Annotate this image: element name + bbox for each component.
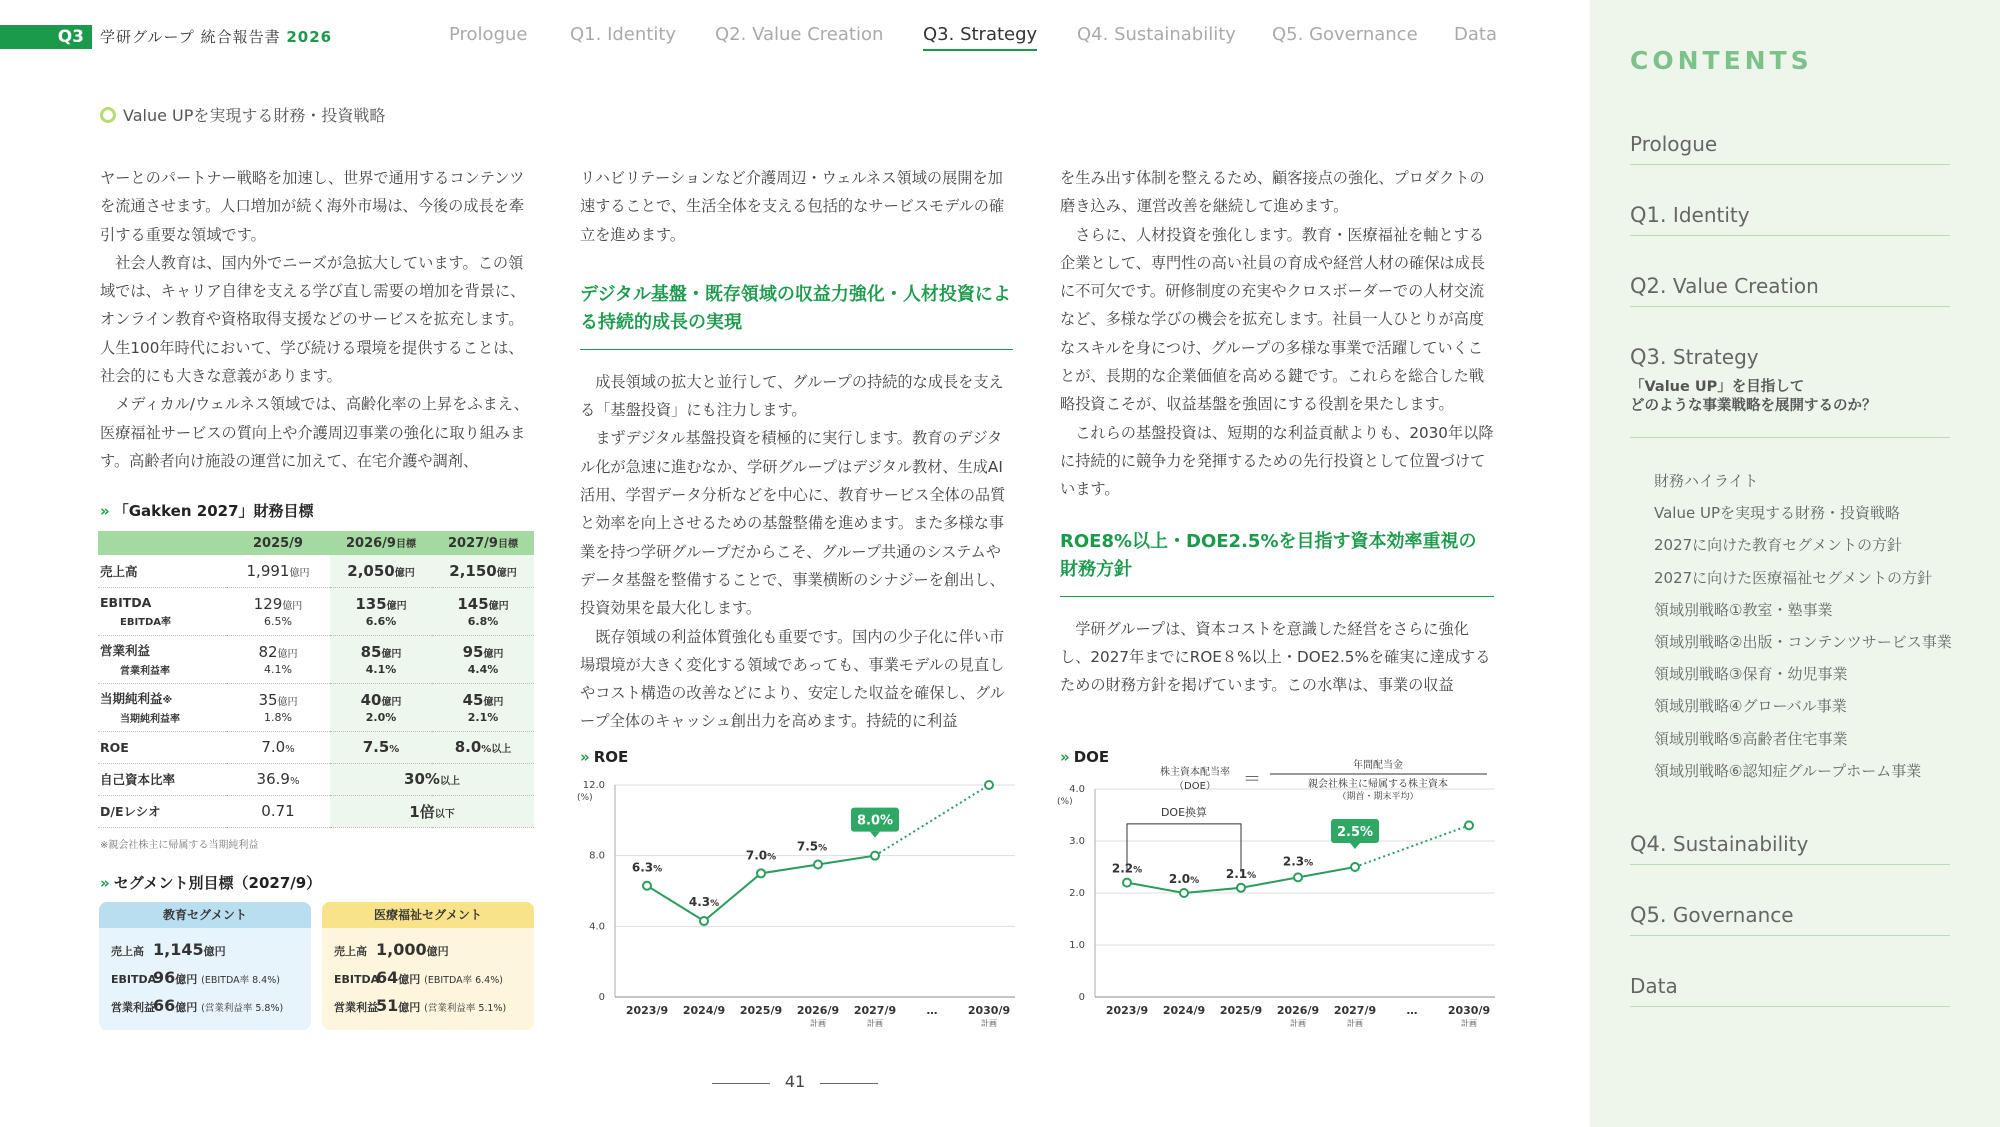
row-label: 営業利益 営業利益率 — [98, 635, 226, 683]
table-row — [98, 731, 534, 763]
formula-equals: ＝ — [1243, 769, 1261, 790]
sidebar-item-data[interactable]: Data — [1630, 974, 1950, 1007]
table-row — [98, 587, 534, 635]
cell: 7.5% — [330, 731, 432, 763]
x-tick-label: 2023/9 — [1105, 1004, 1149, 1017]
data-label: 7.0% — [745, 848, 777, 863]
nav-q1[interactable]: Q1. Identity — [570, 24, 677, 45]
table-row — [98, 795, 534, 827]
y-tick-label: 12.0 — [582, 780, 605, 791]
financial-targets-table — [98, 531, 534, 828]
y-tick-label: 4.0 — [589, 921, 605, 933]
y-tick-label: 4.0 — [1069, 784, 1085, 795]
cell: 30%以上 — [330, 763, 534, 795]
sidebar-subitem[interactable]: 財務ハイライト — [1654, 472, 1759, 490]
cell: 2,150億円 — [432, 555, 534, 587]
page-number: 41 — [712, 1072, 878, 1091]
x-tick-label: 2024/9 — [682, 1004, 726, 1017]
sidebar-q3-items — [1654, 470, 1952, 792]
x-tick-label: 2026/9 — [796, 1004, 840, 1017]
subheading: ROE8%以上・DOE2.5%を目指す資本効率重視の財務方針 — [1060, 518, 1494, 597]
segment-card-medical — [322, 902, 534, 1030]
data-label: 2.0% — [1168, 872, 1200, 886]
cell: 45億円 2.1% — [432, 683, 534, 731]
x-tick-note: 計画 — [1461, 1019, 1477, 1028]
sidebar-item-q4[interactable]: Q4. Sustainability — [1630, 832, 1950, 865]
table-header-row — [98, 531, 534, 555]
x-tick-label: 2027/9 — [1333, 1004, 1377, 1017]
data-label: 2.1% — [1225, 866, 1257, 881]
text-column-1 — [100, 164, 534, 475]
paragraph: まずデジタル基盤投資を積極的に実行します。教育のデジタル化が急速に進むなか、学研グループはデジタル教材、生成AI活用、学習データ分析などを中心に、教育サービス全体の品質と効率を向上させるための基盤整備を進めます。また多様な事業を持つ学研グループだからこそ、グループ共通のシステムやデータ基盤を整備することで、事業横断のシナジーを創出し、投資効果を最大化します。 — [580, 429, 1006, 618]
row-label: EBITDA EBITDA率 — [98, 587, 226, 635]
highlight-callout-pointer — [1350, 843, 1360, 849]
highlight-callout-label: 8.0% — [856, 813, 894, 829]
x-tick-label: 2030/9 — [1447, 1004, 1491, 1017]
ring-icon — [100, 107, 116, 123]
cell: 35億円 1.8% — [226, 683, 330, 731]
data-point — [1294, 873, 1302, 881]
x-tick-note: 計画 — [981, 1019, 997, 1028]
cell: 129億円 6.5% — [226, 587, 330, 635]
cell: 82億円 4.1% — [226, 635, 330, 683]
paragraph: 社会人教育は、国内外でニーズが急拡大しています。この領域では、キャリア自律を支える学び直し需要の増加を背景に、オンライン教育や資格取得支援などのサービスを拡充します。人生100年時代において、学び続ける環境を提供することは、社会的にも大きな意義があります。 — [100, 253, 526, 386]
doe-bracket — [1127, 824, 1241, 872]
col-head-2025: 2025/9 — [226, 531, 330, 555]
sidebar-subitem[interactable]: 領域別戦略②出版・コンテンツサービス事業 — [1654, 632, 1952, 651]
segment-row: EBITDA64億円 (EBITDA率 6.4%) — [334, 968, 503, 987]
roe-chart-title: » ROE — [580, 748, 629, 766]
sidebar-subitem[interactable]: Value UPを実現する財務・投資戦略 — [1654, 504, 1900, 523]
col-head-2026: 2026/9目標 — [330, 531, 432, 555]
row-label: 自己資本比率 — [98, 763, 226, 795]
segment-card-education — [99, 902, 311, 1030]
data-label: 6.3% — [631, 860, 663, 875]
row-label: 当期純利益※ 当期純利益率 — [98, 683, 226, 731]
doe-chart — [1055, 755, 1500, 1040]
section-badge: Q3 — [0, 25, 92, 49]
data-label: 7.5% — [796, 839, 828, 854]
nav-q3[interactable]: Q3. Strategy — [923, 24, 1037, 51]
page-header — [0, 0, 1590, 72]
x-tick-label: … — [1406, 1004, 1418, 1017]
x-tick-label: 2026/9 — [1276, 1004, 1320, 1017]
paragraph: リハビリテーションなど介護周辺・ウェルネス領域の展開を加速することで、生活全体を支える包括的なサービスモデルの確立を進めます。 — [580, 169, 1005, 244]
x-tick-note: 計画 — [810, 1019, 826, 1028]
x-tick-label: 2030/9 — [967, 1004, 1011, 1017]
nav-q2[interactable]: Q2. Value Creation — [715, 24, 884, 45]
data-point — [700, 917, 708, 925]
text-column-2 — [580, 164, 1013, 736]
x-tick-note: 計画 — [867, 1019, 883, 1028]
sidebar-q3-subtitle: 「Value UP」を目指して どのような事業戦略を展開するのか？ — [1630, 379, 1877, 414]
cell: 95億円 4.4% — [432, 635, 534, 683]
formula-lhs: 株主資本配当率 — [1160, 767, 1230, 778]
y-axis-unit: (%) — [577, 793, 593, 803]
table-row — [98, 763, 534, 795]
data-point — [643, 882, 651, 890]
y-tick-label: 8.0 — [589, 850, 605, 862]
subheading: デジタル基盤・既存領域の収益力強化・人材投資による持続的成長の実現 — [580, 271, 1013, 350]
row-label: D/Eレシオ — [98, 795, 226, 827]
contents-sidebar — [1590, 0, 2000, 1127]
cell: 7.0% — [226, 731, 330, 763]
row-label: ROE — [98, 731, 226, 763]
top-nav — [0, 24, 1590, 54]
table-row — [98, 683, 534, 731]
highlight-callout-label: 2.5% — [1336, 825, 1374, 840]
cell: 0.71 — [226, 795, 330, 827]
paragraph: 既存領域の利益体質強化も重要です。国内の少子化に伴い市場環境が大きく変化する領域であっても、事業モデルの見直しやコスト構造の改善などにより、安定した収益を確保し、グループ全体のキャッシュ創出力を高めます。持続的に利益 — [580, 627, 1005, 731]
segment-row: 営業利益51億円 (営業利益率 5.1%) — [334, 996, 507, 1015]
paragraph: 学研グループは、資本コストを意識した経営をさらに強化し、2027年までにROE８%以上・DOE2.5%を確実に達成するための財務方針を掲げています。この水準は、事業の収益 — [1060, 619, 1491, 695]
formula-numerator: 年間配当金 — [1353, 760, 1403, 771]
chevron-right-icon: » — [100, 874, 110, 892]
segment-row: 営業利益66億円 (営業利益率 5.8%) — [111, 996, 284, 1015]
x-tick-note: 計画 — [1347, 1019, 1363, 1028]
x-tick-note: 計画 — [1290, 1019, 1306, 1028]
formula-lhs-sub: （DOE） — [1174, 781, 1216, 792]
cell: 2,050億円 — [330, 555, 432, 587]
data-label: 2.3% — [1282, 854, 1314, 869]
report-year: 2026 — [286, 28, 333, 46]
paragraph: を生み出す体制を整えるため、顧客接点の強化、プロダクトの磨き込み、運営改善を継続して進めます。 — [1060, 169, 1485, 216]
report-title: 学研グループ 統合報告書 2026 — [100, 28, 333, 46]
cell: 135億円 6.6% — [330, 587, 432, 635]
data-label: 4.3% — [688, 895, 720, 910]
chevron-right-icon: » — [1060, 748, 1070, 766]
row-label: 売上高 — [98, 555, 226, 587]
segment-row: 売上高 1,000億円 — [334, 940, 449, 959]
formula-denominator-sub: （期首・期末平均） — [1337, 792, 1419, 802]
table-row — [98, 555, 534, 587]
series-line — [647, 856, 875, 921]
data-point — [1237, 884, 1245, 892]
chevron-right-icon: » — [580, 748, 590, 766]
y-tick-label: 1.0 — [1069, 940, 1085, 951]
col-head-2027: 2027/9目標 — [432, 531, 534, 555]
x-tick-label: 2024/9 — [1162, 1004, 1206, 1017]
x-tick-label: 2027/9 — [853, 1004, 897, 1017]
paragraph: さらに、人材投資を強化します。教育・医療福祉を軸とする企業として、専門性の高い社員の育成や経営人材の確保は成長に不可欠です。研修制度の充実やクロスボーダーでの人材交流など、多様な学びの機会を拡充します。社員一人ひとりが高度なスキルを身につけ、グループの多様な事業で活躍していくことが、長期的な企業価値を高める鍵です。これらを総合した戦略投資こそが、収益基盤を強固にする役割を果たします。 — [1060, 225, 1485, 414]
section-heading: Value UPを実現する財務・投資戦略 — [100, 103, 385, 126]
data-point — [985, 781, 993, 789]
cell: 1,991億円 — [226, 555, 330, 587]
cell: 145億円 6.8% — [432, 587, 534, 635]
y-tick-label: 0 — [598, 992, 605, 1003]
nav-q5[interactable]: Q5. Governance — [1272, 24, 1418, 45]
sidebar-item-prologue[interactable]: Prologue — [1630, 132, 1950, 165]
table-header-blank — [98, 531, 226, 555]
y-tick-label: 2.0 — [1069, 888, 1085, 899]
sidebar-subitem[interactable]: 領域別戦略⑥認知症グループホーム事業 — [1654, 761, 1922, 780]
sidebar-subitem[interactable]: 領域別戦略⑤高齢者住宅事業 — [1654, 729, 1848, 748]
chevron-right-icon: » — [100, 502, 110, 520]
data-point — [1123, 879, 1131, 887]
data-point — [1351, 863, 1359, 871]
x-tick-label: 2025/9 — [739, 1004, 783, 1017]
nav-q4[interactable]: Q4. Sustainability — [1077, 24, 1236, 45]
data-point — [871, 852, 879, 860]
segment-row: 売上高 1,145億円 — [111, 940, 226, 959]
table-note: ※親会社株主に帰属する当期純利益 — [100, 840, 259, 851]
x-tick-label: 2025/9 — [1219, 1004, 1263, 1017]
cell: 36.9% — [226, 763, 330, 795]
bracket-label: DOE換算 — [1160, 805, 1208, 819]
contents-heading: CONTENTS — [1630, 46, 1813, 75]
sidebar-item-q5[interactable]: Q5. Governance — [1630, 903, 1950, 936]
data-label: 2.2% — [1111, 861, 1143, 876]
paragraph: 成長領域の拡大と並行して、グループの持続的な成長を支える「基盤投資」にも注力します。 — [580, 372, 1004, 420]
sidebar-item-q2[interactable]: Q2. Value Creation — [1630, 274, 1950, 307]
paragraph: これらの基盤投資は、短期的な利益貢献よりも、2030年以降に持続的に競争力を発揮するための先行投資として位置づけています。 — [1060, 423, 1494, 499]
formula-denominator: 親会社株主に帰属する株主資本 — [1308, 779, 1448, 790]
segment-row: EBITDA96億円 (EBITDA率 8.4%) — [111, 968, 280, 987]
nav-prologue[interactable]: Prologue — [449, 24, 528, 45]
sidebar-item-q1[interactable]: Q1. Identity — [1630, 203, 1950, 236]
sidebar-subitem[interactable]: 領域別戦略①教室・塾事業 — [1654, 600, 1833, 619]
sidebar-subitem[interactable]: 2027に向けた医療福祉セグメントの方針 — [1654, 568, 1933, 587]
text-column-3 — [1060, 164, 1494, 699]
sidebar-subitem[interactable]: 2027に向けた教育セグメントの方針 — [1654, 536, 1903, 555]
table-row — [98, 635, 534, 683]
segment-title: » セグメント別目標（2027/9） — [100, 874, 322, 892]
x-tick-label: … — [926, 1004, 938, 1017]
sidebar-item-q3[interactable]: Q3. Strategy — [1630, 345, 1950, 438]
paragraph: メディカル/ウェルネス領域では、高齢化率の上昇をふまえ、医療福祉サービスの質向上や介護周辺事業の強化に取り組みます。高齢者向け施設の運営に加えて、在宅介護や調剤、 — [100, 395, 529, 470]
cell: 8.0%以上 — [432, 731, 534, 763]
x-tick-label: 2023/9 — [625, 1004, 669, 1017]
cell: 1倍以下 — [330, 795, 534, 827]
roe-chart — [575, 770, 1020, 1040]
doe-chart-title: » DOE — [1060, 748, 1110, 766]
y-tick-label: 3.0 — [1069, 836, 1085, 847]
nav-data[interactable]: Data — [1454, 24, 1497, 45]
sidebar-subitem[interactable]: 領域別戦略④グローバル事業 — [1654, 697, 1847, 716]
highlight-callout-pointer — [870, 832, 880, 838]
data-point — [1180, 889, 1188, 897]
cell: 85億円 4.1% — [330, 635, 432, 683]
data-point — [1465, 821, 1473, 829]
y-tick-label: 0 — [1078, 992, 1085, 1003]
cell: 40億円 2.0% — [330, 683, 432, 731]
paragraph: ヤーとのパートナー戦略を加速し、世界で通用するコンテンツを流通させます。人口増加が続く海外市場は、今後の成長を牽引する重要な領域です。 — [100, 169, 525, 244]
data-point — [814, 861, 822, 869]
y-axis-unit: (%) — [1057, 797, 1073, 807]
sidebar-subitem[interactable]: 領域別戦略③保育・幼児事業 — [1654, 665, 1848, 684]
segment-name: 教育セグメント — [99, 902, 311, 928]
segment-name: 医療福祉セグメント — [322, 902, 534, 928]
fin-table-title: » 「Gakken 2027」財務目標 — [100, 502, 314, 520]
data-point — [757, 869, 765, 877]
